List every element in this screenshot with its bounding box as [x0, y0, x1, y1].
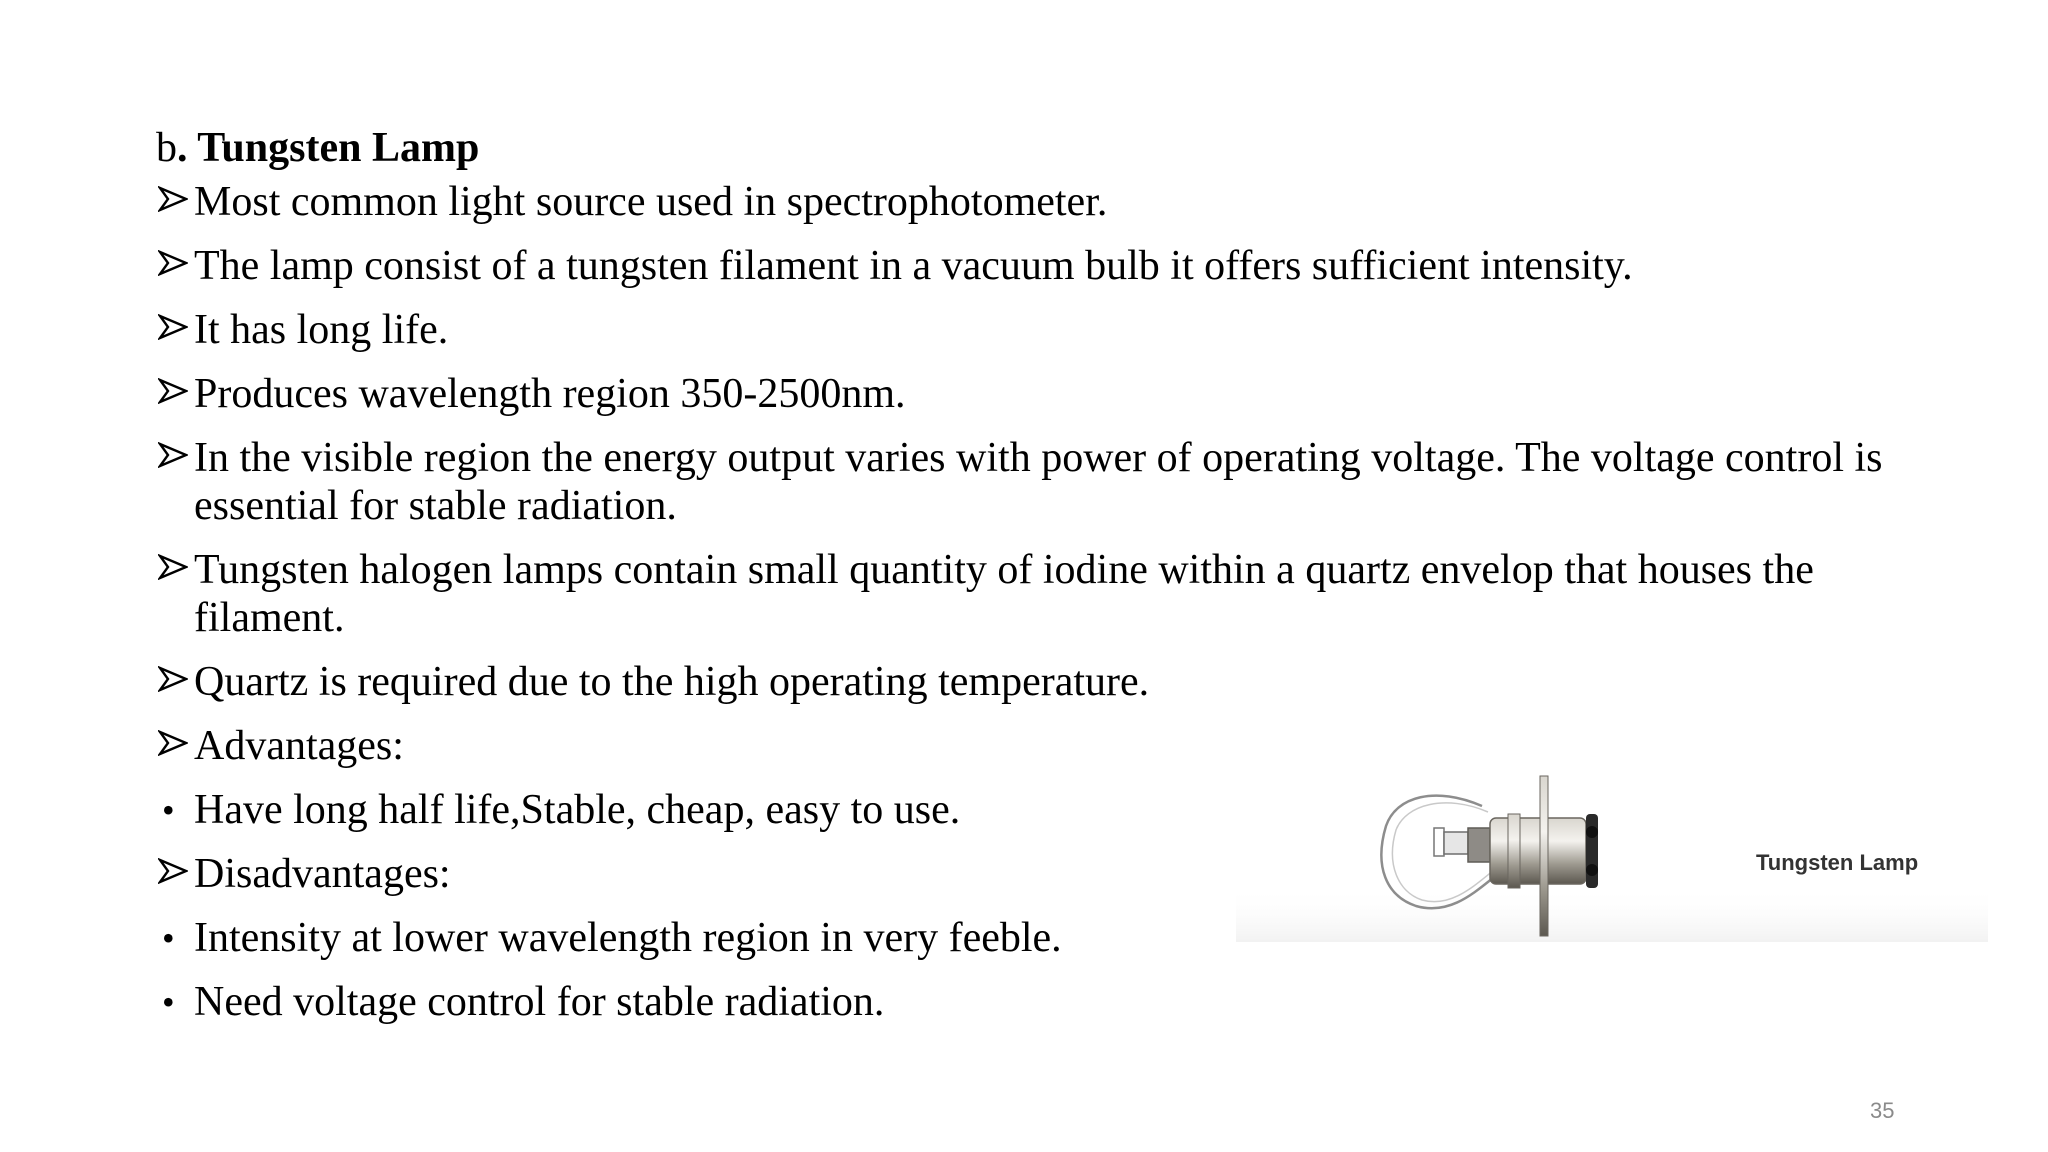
- list-item-text: In the visible region the energy output varies with power of operating voltage. The voltage control is essential for stable radiation.: [194, 435, 1883, 529]
- list-item: [156, 546, 1936, 642]
- list-item: [156, 370, 1936, 418]
- list-item: [156, 978, 1936, 1026]
- arrow-bullet-icon: [156, 658, 190, 706]
- list-item-text: Need voltage control for stable radiation.: [194, 979, 885, 1025]
- heading-prefix: b: [156, 125, 177, 171]
- arrow-bullet-icon: [156, 306, 190, 354]
- list-item-text: Quartz is required due to the high operating temperature.: [194, 659, 1150, 705]
- list-item: [156, 658, 1936, 706]
- arrow-bullet-icon: [156, 370, 190, 418]
- arrow-bullet-icon: [156, 242, 190, 290]
- list-item-text: Have long half life,Stable, cheap, easy to use.: [194, 787, 961, 833]
- list-item-text: Produces wavelength region 350-2500nm.: [194, 371, 906, 417]
- slide-heading: [156, 118, 1936, 178]
- arrow-bullet-icon: [156, 434, 190, 482]
- list-item-text: Most common light source used in spectrophotometer.: [194, 179, 1108, 225]
- arrow-bullet-icon: [156, 722, 190, 770]
- arrow-bullet-icon: [156, 178, 190, 226]
- dot-bullet-icon: •: [162, 918, 175, 958]
- list-item: [156, 722, 1936, 770]
- list-item: [156, 178, 1936, 226]
- list-item-text: Intensity at lower wavelength region in very feeble.: [194, 915, 1062, 961]
- figure-caption: Tungsten Lamp: [1756, 850, 1919, 875]
- list-item: [156, 242, 1936, 290]
- dot-bullet-icon: •: [162, 790, 175, 830]
- list-item-text: It has long life.: [194, 307, 449, 353]
- dot-bullet-icon: •: [162, 982, 175, 1022]
- tungsten-lamp-figure: [1236, 766, 1988, 942]
- list-item-text: Advantages:: [194, 723, 404, 769]
- page-number: 35: [1870, 1098, 1895, 1123]
- heading-title: . Tungsten Lamp: [177, 125, 480, 171]
- list-item: [156, 306, 1936, 354]
- arrow-bullet-icon: [156, 850, 190, 898]
- list-item-text: Tungsten halogen lamps contain small quantity of iodine within a quartz envelop that houses the filament.: [194, 547, 1814, 641]
- arrow-bullet-icon: [156, 546, 190, 594]
- list-item: [156, 434, 1936, 530]
- list-item-text: Disadvantages:: [194, 851, 451, 897]
- list-item-text: The lamp consist of a tungsten filament in a vacuum bulb it offers sufficient intensity.: [194, 243, 1633, 289]
